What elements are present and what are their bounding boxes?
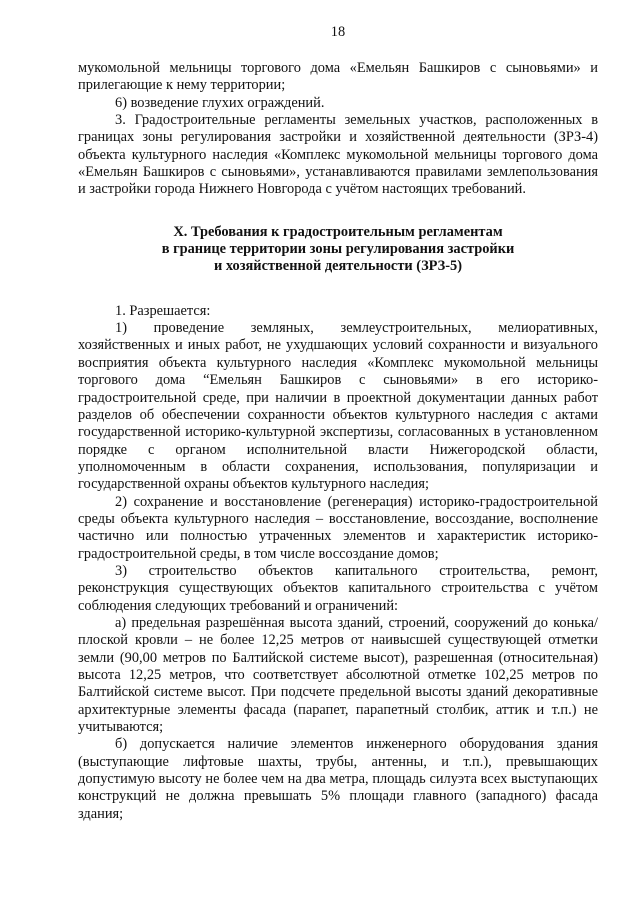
section-heading-line: в границе территории зоны регулирования застройки [161, 241, 515, 258]
document-body [78, 60, 598, 823]
section-heading-line: X. Требования к градостроительным регламентам [173, 223, 503, 240]
section-heading [78, 224, 598, 276]
paragraph: 6) возведение глухих ограждений. [115, 94, 325, 111]
paragraph: 2) сохранение и восстановление (регенерация) историко-градостроительной среды объекта культурного наследия – восстановление, воссоздание, восполнение частично или полностью утраченных элементов и характеристик историко-градостроительной среды, в том числе воссоздание домов; [78, 493, 598, 562]
page-number: 18 [330, 24, 346, 40]
paragraph-continuation: мукомольной мельницы торгового дома «Емельян Башкиров с сыновьями» и прилегающие к нему территории; [78, 60, 598, 94]
paragraph: 1) проведение земляных, землеустроительных, мелиоративных, хозяйственных и иных работ, не ухудшающих условий сохранности и визуального восприятия объекта культурного наследия «Комплекс мукомольной мельницы торгового дома “Емельян Башкиров с сыновьями» в его историко-градостроительной среде, при наличии в проектной документации данных работ разделов об обеспечении сохранности объектов культурного наследия с актами государственной историко-культурной экспертизы, согласованных в установленном порядке с органом исполнительной власти Нижегородской области, уполномоченным в области сохранения, использования, популяризации и государственной охраны объектов культурного наследия; [78, 320, 598, 493]
paragraph: 3. Градостроительные регламенты земельных участков, расположенных в границах зоны регулирования застройки и хозяйственной деятельности (ЗРЗ-4) объекта культурного наследия «Комплекс мукомольной мельницы торгового дома «Емельян Башкиров с сыновьями», устанавливаются правилами землепользования и застройки города Нижнего Новгорода с учётом настоящих требований. [78, 112, 598, 198]
paragraph: 1. Разрешается: [115, 302, 211, 319]
section-heading-line: и хозяйственной деятельности (ЗРЗ-5) [213, 258, 463, 275]
paragraph: а) предельная разрешённая высота зданий, строений, сооружений до конька/плоской кровли – не более 12,25 метров от наивысшей существующей отметки земли (90,00 метров по Балтийской системе высот), разрешенная (относительная) высота 12,25 метров, что соответствует абсолютной отметке 102,25 метров по Балтийской системе высот. При подсчете предельной высоты зданий декоративные архитектурные элементы фасада (парапет, парапетный столбик, аттик и т.п.) не учитываются; [78, 614, 598, 736]
paragraph: 3) строительство объектов капитального строительства, ремонт, реконструкция существующих объектов капитального строительства с учётом соблюдения следующих требований и ограничений: [78, 562, 598, 614]
paragraph: б) допускается наличие элементов инженерного оборудования здания (выступающие лифтовые шахты, трубы, антенны, и т.п.), превышающих допустимую высоту не более чем на два метра, площадь силуэта всех выступающих конструкций не должна превышать 5% площади главного (западного) фасада здания; [78, 736, 598, 822]
